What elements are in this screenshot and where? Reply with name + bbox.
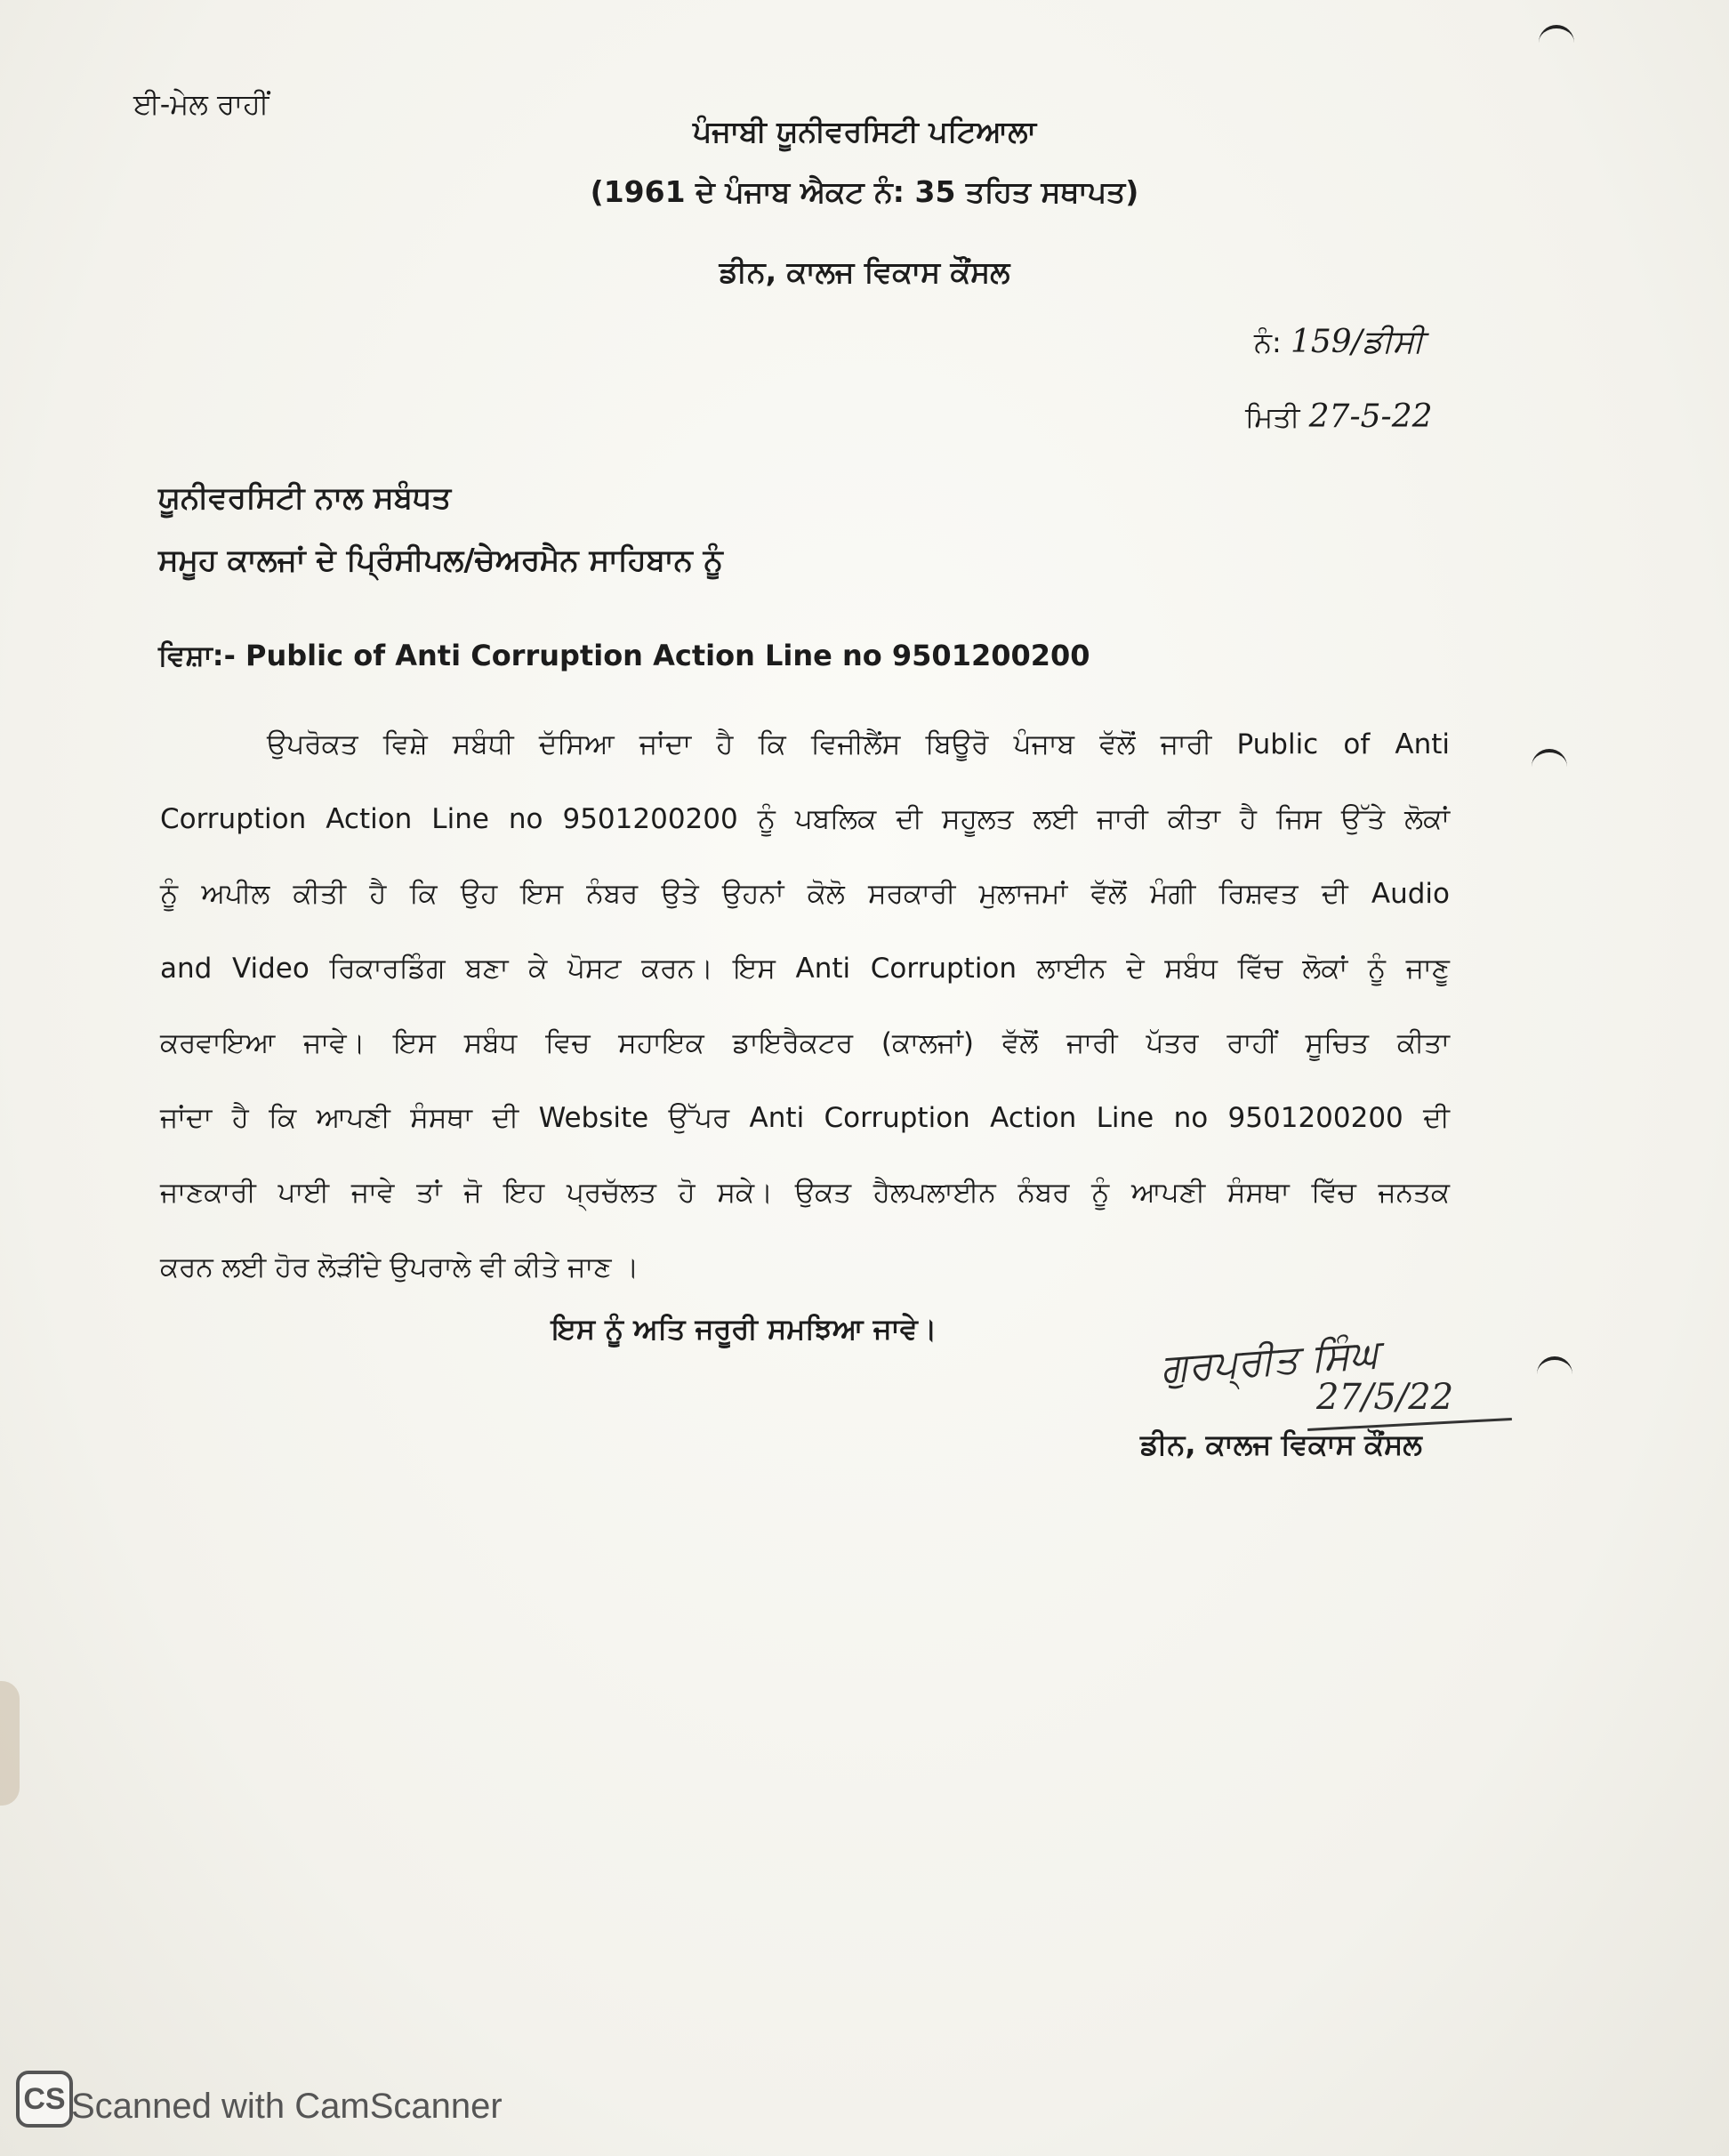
body-line: and Video ਰਿਕਾਰਡਿੰਗ ਬਣਾ ਕੇ ਪੋਸਟ ਕਰਨ। ਇਸ Anti Corruption ਲਾਈਨ ਦੇ ਸਬੰਧ ਵਿੱਚ ਲੋਕਾਂ ਨੂੰ ਜਾਣੂ: [160, 953, 1450, 985]
punch-hole-mark: [1537, 1356, 1572, 1380]
body-line: ਜਾਂਦਾ ਹੈ ਕਿ ਆਪਣੀ ਸੰਸਥਾ ਦੀ Website ਉੱਪਰ Anti Corruption Action Line no 9501200200 ਦੀ: [160, 1102, 1450, 1134]
reference-number-value: 159/ਡੀਸੀ: [1290, 324, 1424, 360]
body-line: ਉਪਰੋਕਤ ਵਿਸ਼ੇ ਸਬੰਧੀ ਦੱਸਿਆ ਜਾਂਦਾ ਹੈ ਕਿ ਵਿਜੀਲੈਂਸ ਬਿਊਰੋ ਪੰਜਾਬ ਵੱਲੋਂ ਜਾਰੀ Public of Anti: [267, 728, 1450, 760]
camscanner-logo-icon: CS: [16, 2071, 73, 2128]
body-line: ਨੂੰ ਅਪੀਲ ਕੀਤੀ ਹੈ ਕਿ ਉਹ ਇਸ ਨੰਬਰ ਉਤੇ ਉਹਨਾਂ ਕੋਲੋ ਸਰਕਾਰੀ ਮੁਲਾਜਮਾਂ ਵੱਲੋਂ ਮੰਗੀ ਰਿਸ਼ਵਤ ਦੀ Audio: [160, 878, 1450, 910]
signature-date: 27/5/22: [1316, 1377, 1454, 1418]
handwritten-signature: ਗੁਰਪ੍ਰੀਤ ਸਿੰਘ: [1159, 1331, 1380, 1392]
body-line: ਕਰਨ ਲਈ ਹੋਰ ਲੋੜੀਂਦੇ ਉਪਰਾਲੇ ਵੀ ਕੀਤੇ ਜਾਣ ।: [160, 1251, 639, 1283]
send-mode-label: ਈ-ਮੇਲ ਰਾਹੀਂ: [133, 87, 269, 121]
reference-date-value: 27-5-22: [1308, 398, 1433, 435]
urgent-request: ਇਸ ਨੂੰ ਅਤਿ ਜਰੂਰੀ ਸਮਝਿਆ ਜਾਵੇ।: [551, 1312, 937, 1346]
signatory-designation: ਡੀਨ, ਕਾਲਜ ਵਿਕਾਸ ਕੌਂਸਲ: [1140, 1428, 1422, 1461]
reference-number-label: ਨੰ:: [1254, 326, 1282, 359]
reference-date: [1245, 398, 1433, 435]
body-line: ਜਾਣਕਾਰੀ ਪਾਈ ਜਾਵੇ ਤਾਂ ਜੋ ਇਹ ਪ੍ਰਚੱਲਤ ਹੋ ਸਕੇ। ਉਕਤ ਹੈਲਪਲਾਈਨ ਨੰਬਰ ਨੂੰ ਆਪਣੀ ਸੰਸਥਾ ਵਿੱਚ ਜਨਤਕ: [160, 1177, 1450, 1209]
reference-date-label: ਮਿਤੀ: [1245, 400, 1300, 434]
punch-hole-mark: [1539, 25, 1574, 48]
paper-edge-stain: [0, 1681, 20, 1806]
subject-line: ਵਿਸ਼ਾ:- Public of Anti Corruption Action Line no 9501200200: [158, 639, 1090, 672]
camscanner-watermark: Scanned with CamScanner: [71, 2087, 503, 2126]
reference-number: [1254, 324, 1424, 361]
university-name: ਪੰਜਾਬੀ ਯੂਨੀਵਰਸਿਟੀ ਪਟਿਆਲਾ: [692, 114, 1037, 149]
body-line: ਕਰਵਾਇਆ ਜਾਵੇ। ਇਸ ਸਬੰਧ ਵਿਚ ਸਹਾਇਕ ਡਾਇਰੈਕਟਰ (ਕਾਲਜਾਂ) ਵੱਲੋਂ ਜਾਰੀ ਪੱਤਰ ਰਾਹੀਂ ਸੂਚਿਤ ਕੀਤਾ: [160, 1027, 1450, 1059]
establishment-act: (1961 ਦੇ ਪੰਜਾਬ ਐਕਟ ਨੰ: 35 ਤਹਿਤ ਸਥਾਪਤ): [590, 174, 1139, 209]
addressee-line-2: ਸਮੂਹ ਕਾਲਜਾਂ ਦੇ ਪ੍ਰਿੰਸੀਪਲ/ਚੇਅਰਮੈਨ ਸਾਹਿਬਾਨ ਨੂੰ: [158, 543, 723, 578]
punch-hole-mark: [1532, 749, 1567, 772]
addressee-line-1: ਯੂਨੀਵਰਸਿਟੀ ਨਾਲ ਸਬੰਧਤ: [158, 480, 452, 516]
office-title: ਡੀਨ, ਕਾਲਜ ਵਿਕਾਸ ਕੌਂਸਲ: [719, 254, 1010, 289]
letter-body: [160, 707, 1450, 1305]
body-line: Corruption Action Line no 9501200200 ਨੂੰ ਪਬਲਿਕ ਦੀ ਸਹੂਲਤ ਲਈ ਜਾਰੀ ਕੀਤਾ ਹੈ ਜਿਸ ਉੱਤੇ ਲੋਕਾਂ: [160, 803, 1450, 835]
